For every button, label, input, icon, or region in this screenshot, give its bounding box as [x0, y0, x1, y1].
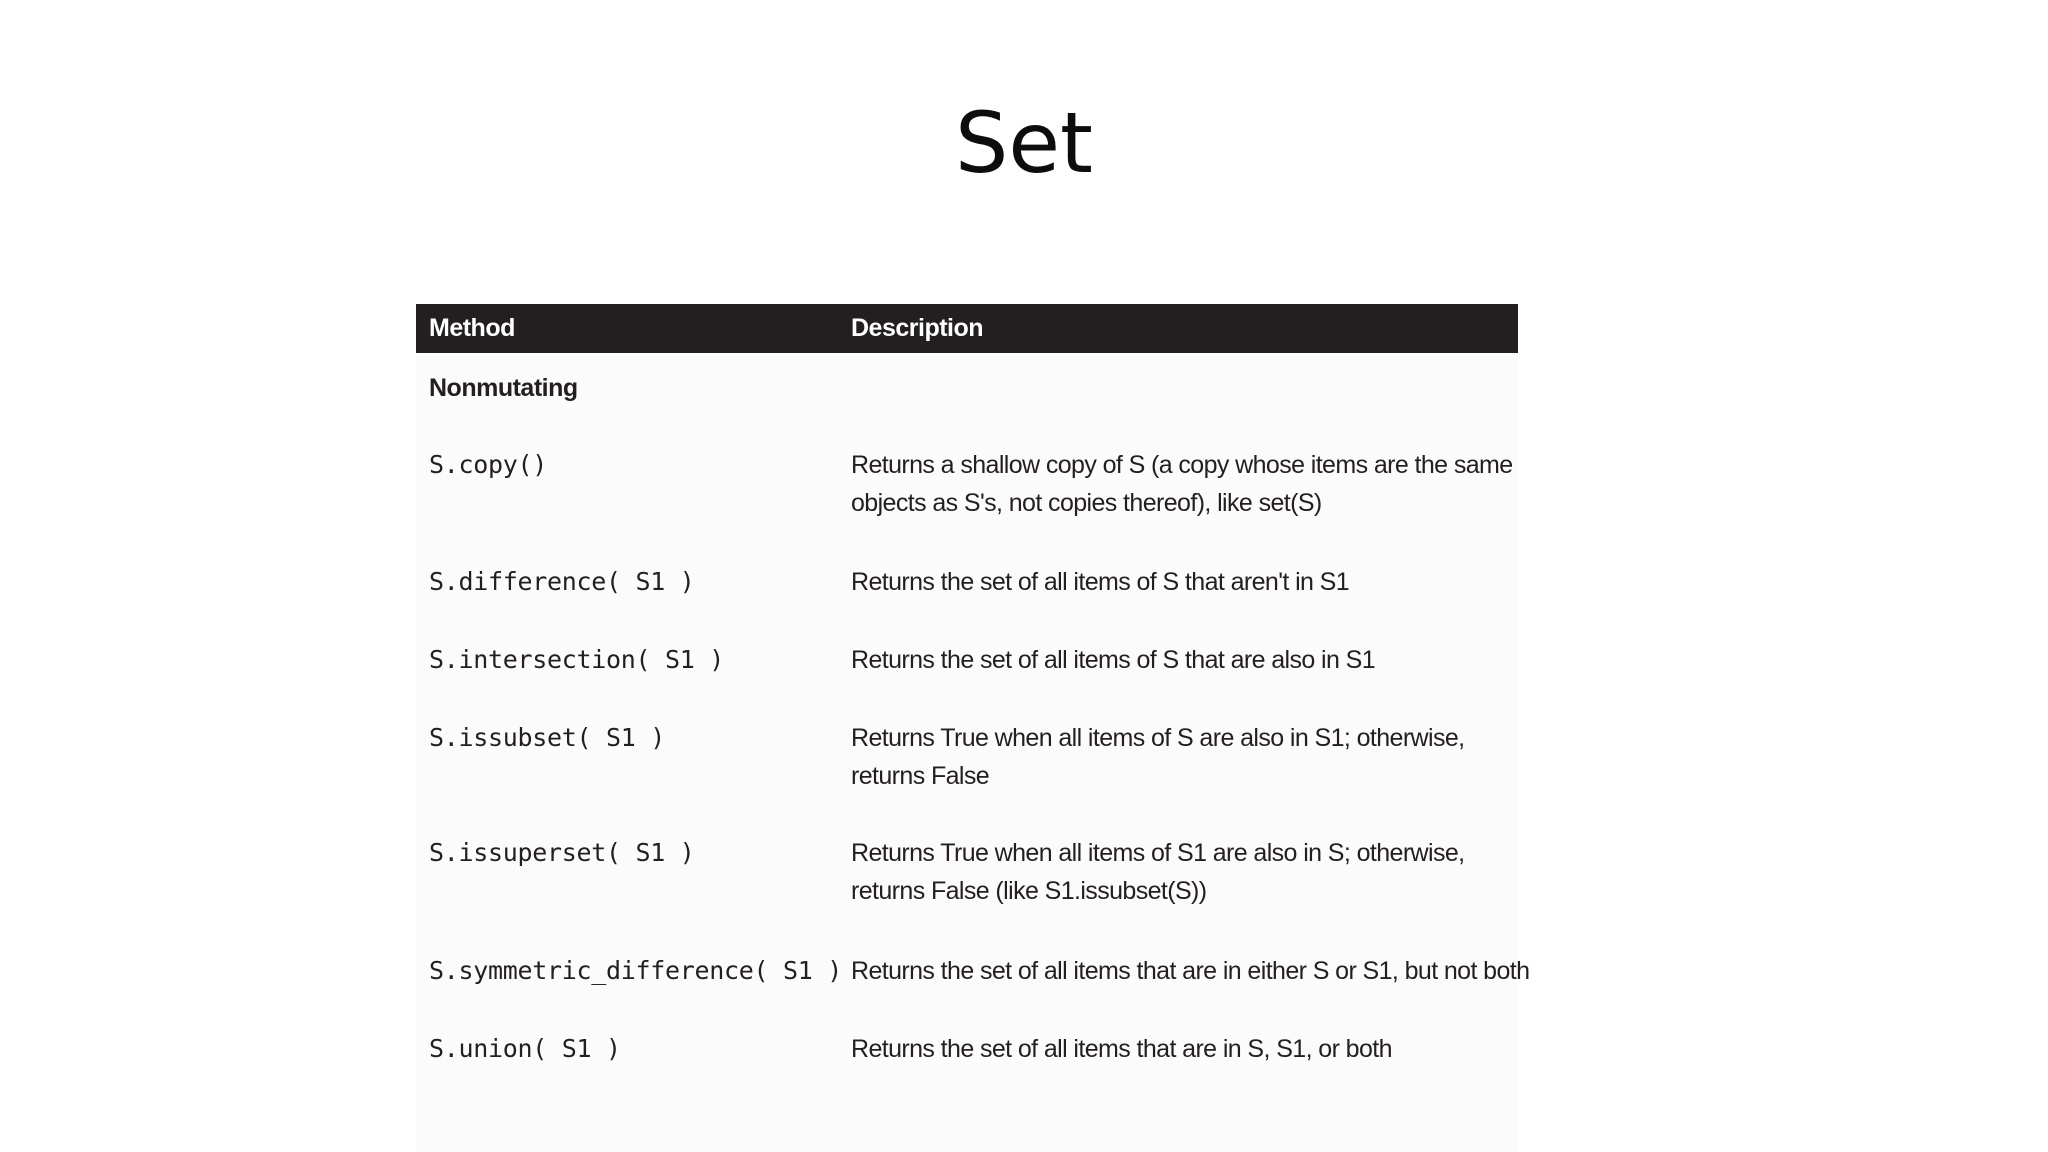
- description-line: objects as S's, not copies thereof), like set(S): [851, 489, 1322, 517]
- header-method: Method: [429, 314, 515, 342]
- table-header: [416, 304, 1518, 353]
- description-cell: [851, 446, 1511, 522]
- description-cell: [851, 563, 1511, 601]
- description-line: Returns a shallow copy of S (a copy whose items are the same: [851, 451, 1513, 479]
- description-cell: [851, 719, 1511, 795]
- slide-title: Set: [955, 94, 1093, 192]
- description-line: Returns the set of all items that are in either S or S1, but not both: [851, 957, 1530, 985]
- section-label-nonmutating: Nonmutating: [429, 374, 578, 402]
- header-description: Description: [851, 314, 984, 342]
- description-cell: [851, 834, 1511, 910]
- description-line: Returns the set of all items that are in S, S1, or both: [851, 1035, 1392, 1063]
- set-methods-table: [416, 304, 1530, 1152]
- description-line: returns False (like S1.issubset(S)): [851, 877, 1207, 905]
- method-cell: S.difference( S1 ): [429, 567, 695, 596]
- description-line: returns False: [851, 762, 990, 790]
- description-line: Returns the set of all items of S that are also in S1: [851, 646, 1376, 674]
- method-cell: S.union( S1 ): [429, 1034, 621, 1063]
- description-line: Returns the set of all items of S that aren't in S1: [851, 568, 1350, 596]
- description-line: Returns True when all items of S1 are also in S; otherwise,: [851, 839, 1465, 867]
- method-cell: S.issubset( S1 ): [429, 723, 666, 752]
- description-line: Returns True when all items of S are also in S1; otherwise,: [851, 724, 1465, 752]
- method-cell: S.intersection( S1 ): [429, 645, 725, 674]
- description-cell: [851, 641, 1511, 679]
- method-cell: S.symmetric_difference( S1 ): [429, 956, 843, 985]
- method-cell: S.issuperset( S1 ): [429, 838, 695, 867]
- description-cell: [851, 952, 1530, 990]
- method-cell: S.copy(): [429, 450, 548, 479]
- description-cell: [851, 1030, 1511, 1068]
